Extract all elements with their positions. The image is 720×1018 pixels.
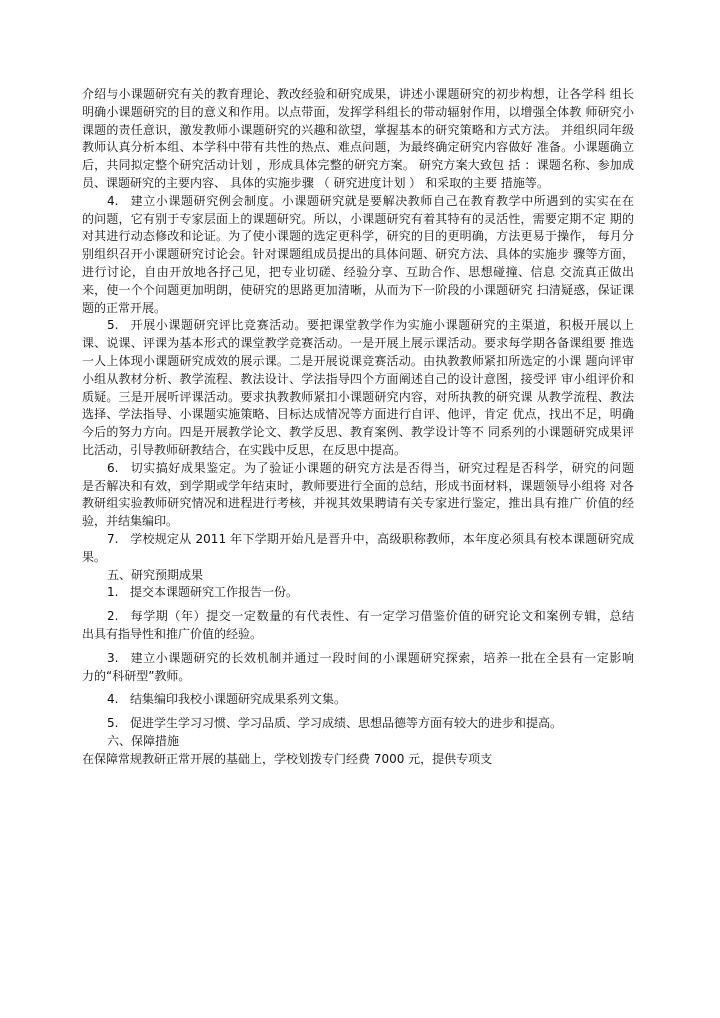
text-line xyxy=(82,460,634,478)
list-number: 1. xyxy=(107,585,119,600)
text-line xyxy=(82,86,634,104)
text-line xyxy=(82,282,634,300)
text-line xyxy=(82,175,634,193)
line-text: 每学期（年）提交一定数量的有代表性、有一定学习借鉴价值的研究论文和案例专辑，总结 xyxy=(130,609,634,624)
text-line xyxy=(82,584,634,602)
line-text: 对其进行动态修改和论证。为了使小课题的选定更科学，研究的目的更明确，方法更易于操作， 每月分 xyxy=(82,229,634,244)
list-number: 7. xyxy=(107,531,119,546)
list-number: 5. xyxy=(107,318,119,333)
text-line xyxy=(82,228,634,246)
line-text: 学校规定从 2011 年下学期开始凡是晋升中，高级职称教师，本年度必须具有校本课题研究成 xyxy=(130,531,634,546)
list-number: 4. xyxy=(107,692,119,707)
paragraph xyxy=(82,584,634,602)
line-text: 力的“科研型”教师。 xyxy=(82,668,191,683)
line-text: 建立小课题研究例会制度。小课题研究就是要解决教师自己在教育教学中所遇到的实实在在 xyxy=(130,193,634,208)
line-text: 别组织召开小课题研究讨论会。针对课题组成员提出的具体问题、研究方法、具体的实施步 骤等方面， xyxy=(82,247,634,262)
line-text: 来，使一个个问题更加明朗，使研究的思路更加清晰，从而为下一阶段的小课题研究 扫清疑惑，保证课 xyxy=(82,282,634,297)
text-line xyxy=(82,139,634,157)
line-text: 果。 xyxy=(82,549,107,564)
paragraph xyxy=(82,531,634,567)
text-line xyxy=(82,691,634,709)
line-text: 五、研究预期成果 xyxy=(107,567,204,582)
text-line xyxy=(82,335,634,353)
line-text: 是否解决和有效，到学期或学年结束时，教师要进行全面的总结，形成书面材料，课题领导小组将 对各 xyxy=(82,478,634,493)
line-text: 六、保障措施 xyxy=(107,733,180,748)
text-line xyxy=(82,104,634,122)
document-body xyxy=(82,86,634,768)
text-line xyxy=(82,264,634,282)
text-line xyxy=(82,668,634,686)
text-line xyxy=(82,751,634,769)
text-line xyxy=(82,317,634,335)
text-line xyxy=(82,157,634,175)
text-line xyxy=(82,715,634,733)
text-line xyxy=(82,495,634,513)
line-text: 小组从教材分析、教学流程、教法设计、学法指导四个方面阐述自己的设计意图，接受评 审小组评价和 xyxy=(82,371,634,386)
line-text: 一人上体现小课题研究成效的展示课。二是开展说课竞赛活动。由执教教师紧扣所选定的小课 题向评审 xyxy=(82,353,634,368)
line-text: 今后的努力方向。四是开展教学论文、教学反思、教育案例、教学设计等不 同系列的小课题研究成果评 xyxy=(82,425,634,440)
line-text: 教研组实验教师研究情况和进程进行考核，并视其效果聘请有关专家进行鉴定，推出具有推广 价值的经 xyxy=(82,496,634,511)
paragraph xyxy=(82,460,634,531)
line-text: 建立小课题研究的长效机制并通过一段时间的小课题研究探索，培养一批在全县有一定影响 xyxy=(130,650,634,665)
text-line xyxy=(82,442,634,460)
text-line xyxy=(82,353,634,371)
line-text: 课、说课、评课为基本形式的课堂教学竞赛活动。一是开展上展示课活动。要求每学期各备课组要 推选 xyxy=(82,336,634,351)
line-text: 员、课题研究的主要内容、 具体的实施步骤 （ 研究进度计划 ） 和采取的主要 措施等。 xyxy=(82,175,549,190)
line-text: 验，并结集编印。 xyxy=(82,514,179,529)
line-text: 的问题，它有别于专家层面上的课题研究。所以，小课题研究有着其特有的灵活性，需要定期不定 期的 xyxy=(82,211,634,226)
line-text: 介绍与小课题研究有关的教育理论、教改经验和研究成果，讲述小课题研究的初步构想，让各学科 组长 xyxy=(82,87,634,101)
text-line xyxy=(82,406,634,424)
paragraph xyxy=(82,715,634,733)
text-line xyxy=(82,733,634,751)
line-text: 出具有指导性和推广价值的经验。 xyxy=(82,626,263,641)
line-text: 进行讨论，自由开放地各抒己见，把专业切磋、经验分享、互助合作、思想碰撞、信息 交流真正做出 xyxy=(82,264,634,279)
line-text: 提交本课题研究工作报告一份。 xyxy=(130,585,299,600)
text-line xyxy=(82,626,634,644)
text-line xyxy=(82,650,634,668)
line-text: 教师认真分析本组、本学科中带有共性的热点、难点问题，为最终确定研究内容做好 准备。小课题确立 xyxy=(82,140,634,155)
line-text: 在保障常规教研正常开展的基础上，学校划拨专门经费 7000 元，提供专项支 xyxy=(82,751,493,766)
text-line xyxy=(82,122,634,140)
paragraph xyxy=(82,751,634,769)
paragraph xyxy=(82,650,634,686)
line-text: 比活动，引导教师研教结合，在实践中反思，在反思中提高。 xyxy=(82,442,407,457)
paragraph xyxy=(82,691,634,709)
line-text: 质疑。三是开展听评课活动。要求执教教师紧扣小课题研究内容，对所执教的研究课 从教学流程、教法 xyxy=(82,389,634,404)
text-line xyxy=(82,389,634,407)
text-line xyxy=(82,478,634,496)
paragraph xyxy=(82,608,634,644)
text-line xyxy=(82,300,634,318)
list-number: 5. xyxy=(107,716,119,731)
text-line xyxy=(82,608,634,626)
text-line xyxy=(82,567,634,585)
list-number: 2. xyxy=(107,609,119,624)
text-line xyxy=(82,513,634,531)
paragraph xyxy=(82,567,634,585)
line-text: 结集编印我校小课题研究成果系列文集。 xyxy=(130,692,347,707)
text-line xyxy=(82,371,634,389)
line-text: 切实搞好成果鉴定。为了验证小课题的研究方法是否得当，研究过程是否科学，研究的问题 xyxy=(130,460,634,475)
list-number: 6. xyxy=(107,460,119,475)
text-line xyxy=(82,193,634,211)
paragraph xyxy=(82,317,634,459)
line-text: 促进学生学习习惯、学习品质、学习成绩、思想品德等方面有较大的进步和提高。 xyxy=(130,716,563,731)
line-text: 课题的责任意识，激发教师小课题研究的兴趣和欲望，掌握基本的研究策略和方式方法。 并组织同年级 xyxy=(82,122,634,137)
text-line xyxy=(82,211,634,229)
line-text: 题的正常开展。 xyxy=(82,300,167,315)
list-number: 3. xyxy=(107,650,119,665)
text-line xyxy=(82,246,634,264)
text-line xyxy=(82,531,634,549)
list-number: 4. xyxy=(107,193,119,208)
paragraph xyxy=(82,86,634,193)
line-text: 后，共同拟定整个研究活动计划 ，形成具体完整的研究方案。 研究方案大致包 括 ：课题名称、参加成 xyxy=(82,158,634,173)
paragraph xyxy=(82,193,634,318)
text-line xyxy=(82,549,634,567)
line-text: 选择、学法指导、小课题实施策略、目标达成情况等方面进行自评、他评，肯定 优点，找出不足，明确 xyxy=(82,407,634,422)
line-text: 开展小课题研究评比竞赛活动。要把课堂教学作为实施小课题研究的主渠道，积极开展以上 xyxy=(130,318,634,333)
line-text: 明确小课题研究的目的意义和作用。以点带面，发挥学科组长的带动辐射作用，以增强全体教 师研究小 xyxy=(82,104,634,119)
text-line xyxy=(82,424,634,442)
paragraph xyxy=(82,733,634,751)
